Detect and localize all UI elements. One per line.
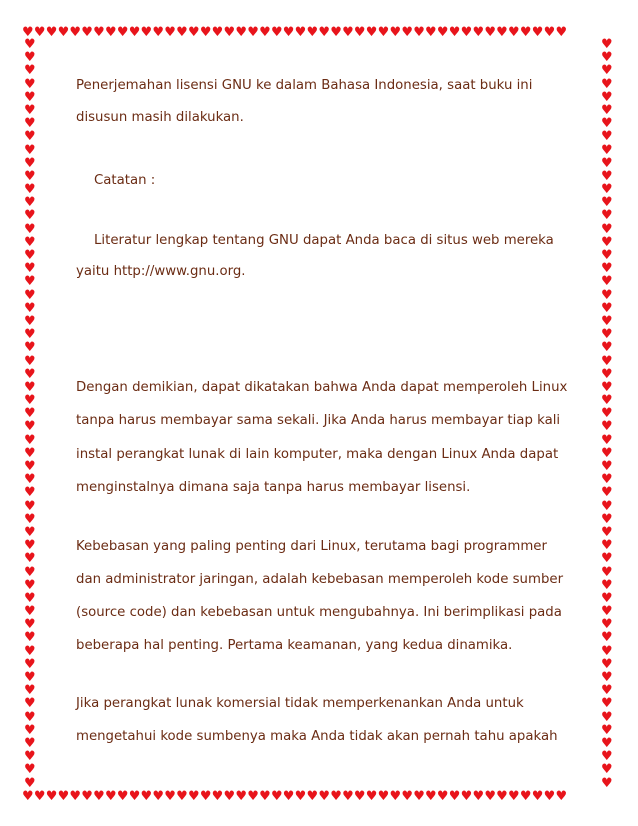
heart-icon: ♥ [24, 76, 36, 92]
heart-icon: ♥ [601, 419, 613, 435]
heart-icon: ♥ [24, 182, 36, 198]
heart-icon: ♥ [24, 327, 36, 343]
heart-icon: ♥ [601, 735, 613, 751]
heart-icon: ♥ [601, 459, 613, 474]
heart-icon: ♥ [24, 89, 36, 105]
heart-icon: ♥ [601, 129, 613, 145]
heart-icon: ♥ [601, 340, 613, 356]
heart-icon: ♥ [24, 63, 36, 79]
heart-icon: ♥ [601, 656, 613, 672]
heart-border-bottom: ♥♥♥♥♥♥♥♥♥♥♥♥♥♥♥♥♥♥♥♥♥♥♥♥♥♥♥♥♥♥♥♥♥♥♥♥♥♥♥♥♥♥♥♥♥♥ [22, 790, 568, 804]
text-line: yaitu http://www.gnu.org. [76, 264, 246, 279]
heart-icon: ♥ [601, 76, 613, 92]
heart-icon: ♥ [24, 551, 36, 567]
heart-icon: ♥ [601, 142, 613, 158]
heart-icon: ♥ [24, 274, 36, 290]
heart-icon: ♥ [601, 168, 613, 184]
heart-icon: ♥ [601, 248, 613, 263]
heart-icon: ♥ [601, 643, 613, 659]
heart-icon: ♥ [24, 419, 36, 435]
heart-icon: ♥ [24, 313, 36, 329]
heart-icon: ♥ [601, 50, 613, 66]
heart-icon: ♥ [24, 630, 36, 646]
heart-icon: ♥ [24, 472, 36, 488]
heart-icon: ♥ [601, 327, 613, 343]
heart-border-right [601, 38, 615, 790]
heart-icon: ♥ [24, 366, 36, 382]
heart-icon: ♥ [601, 406, 613, 422]
text-line: menginstalnya dimana saja tanpa harus membayar lisensi. [76, 480, 471, 495]
heart-icon: ♥ [601, 261, 613, 277]
heart-icon: ♥ [24, 683, 36, 699]
heart-icon: ♥ [601, 221, 613, 237]
heart-icon: ♥ [601, 182, 613, 198]
heart-icon: ♥ [601, 524, 613, 540]
heart-icon: ♥ [24, 538, 36, 554]
heart-icon: ♥ [24, 643, 36, 659]
heart-icon: ♥ [24, 38, 36, 52]
heart-icon: ♥ [24, 577, 36, 593]
heart-icon: ♥ [601, 89, 613, 105]
heart-icon: ♥ [24, 524, 36, 540]
heart-icon: ♥ [601, 511, 613, 527]
text-line: tanpa harus membayar sama sekali. Jika Anda harus membayar tiap kali [76, 413, 561, 428]
heart-icon: ♥ [601, 353, 613, 369]
heart-icon: ♥ [24, 775, 36, 790]
heart-icon: ♥ [24, 656, 36, 672]
heart-icon: ♥ [24, 221, 36, 237]
heart-icon: ♥ [24, 379, 36, 395]
heart-icon: ♥ [24, 142, 36, 158]
heart-icon: ♥ [24, 116, 36, 132]
heart-icon: ♥ [601, 287, 613, 303]
heart-icon: ♥ [24, 406, 36, 422]
heart-icon: ♥ [601, 38, 613, 52]
heart-icon: ♥ [601, 551, 613, 567]
heart-icon: ♥ [601, 590, 613, 606]
heart-icon: ♥ [24, 168, 36, 184]
text-line: beberapa hal penting. Pertama keamanan, yang kedua dinamika. [76, 638, 513, 653]
heart-icon: ♥ [601, 538, 613, 554]
heart-icon: ♥ [24, 340, 36, 356]
heart-icon: ♥ [24, 155, 36, 171]
heart-icon: ♥ [24, 749, 36, 765]
heart-icon: ♥ [24, 604, 36, 620]
heart-icon: ♥ [601, 670, 613, 685]
heart-icon: ♥ [24, 762, 36, 778]
heart-icon: ♥ [601, 366, 613, 382]
heart-icon: ♥ [601, 604, 613, 620]
heart-icon: ♥ [24, 432, 36, 448]
heart-icon: ♥ [24, 564, 36, 580]
heart-icon: ♥ [601, 683, 613, 699]
heart-icon: ♥ [601, 393, 613, 409]
heart-icon: ♥ [24, 261, 36, 277]
heart-icon: ♥ [601, 102, 613, 118]
heart-icon: ♥ [24, 459, 36, 474]
heart-icon: ♥ [601, 472, 613, 488]
text-line: disusun masih dilakukan. [76, 110, 244, 125]
heart-border-left [24, 38, 38, 790]
heart-icon: ♥ [24, 129, 36, 145]
text-line: Kebebasan yang paling penting dari Linux, terutama bagi programmer [76, 539, 547, 554]
heart-icon: ♥ [601, 630, 613, 646]
heart-icon: ♥ [24, 445, 36, 461]
heart-icon: ♥ [601, 313, 613, 329]
heart-icon: ♥ [601, 749, 613, 765]
heart-icon: ♥ [601, 195, 613, 211]
text-line: Dengan demikian, dapat dikatakan bahwa Anda dapat memperoleh Linux [76, 380, 568, 395]
text-line: Literatur lengkap tentang GNU dapat Anda baca di situs web mereka [94, 233, 554, 248]
text-line: mengetahui kode sumbenya maka Anda tidak akan pernah tahu apakah [76, 729, 558, 744]
text-line: dan administrator jaringan, adalah kebebasan memperoleh kode sumber [76, 572, 564, 587]
heart-icon: ♥ [601, 274, 613, 290]
heart-icon: ♥ [24, 735, 36, 751]
heart-icon: ♥ [601, 300, 613, 316]
heart-icon: ♥ [24, 287, 36, 303]
heart-icon: ♥ [601, 696, 613, 712]
heart-icon: ♥ [24, 102, 36, 118]
heart-icon: ♥ [601, 762, 613, 778]
heart-icon: ♥ [24, 393, 36, 409]
heart-icon: ♥ [601, 379, 613, 395]
text-line: Jika perangkat lunak komersial tidak memperkenankan Anda untuk [76, 696, 524, 711]
heart-icon: ♥ [24, 696, 36, 712]
heart-icon: ♥ [24, 208, 36, 224]
text-line: (source code) dan kebebasan untuk mengubahnya. Ini berimplikasi pada [76, 605, 562, 620]
heart-icon: ♥ [601, 234, 613, 250]
heart-icon: ♥ [24, 234, 36, 250]
heart-icon: ♥ [24, 248, 36, 263]
heart-icon: ♥ [601, 63, 613, 79]
heart-icon: ♥ [24, 300, 36, 316]
heart-icon: ♥ [601, 208, 613, 224]
heart-icon: ♥ [24, 722, 36, 738]
heart-icon: ♥ [24, 617, 36, 633]
heart-border-top: ♥♥♥♥♥♥♥♥♥♥♥♥♥♥♥♥♥♥♥♥♥♥♥♥♥♥♥♥♥♥♥♥♥♥♥♥♥♥♥♥♥♥♥♥♥♥ [22, 26, 568, 40]
heart-icon: ♥ [601, 498, 613, 514]
heart-icon: ♥ [24, 50, 36, 66]
text-line: Catatan : [94, 173, 156, 188]
heart-icon: ♥ [601, 445, 613, 461]
heart-icon: ♥ [601, 564, 613, 580]
heart-icon: ♥ [24, 590, 36, 606]
text-line: Penerjemahan lisensi GNU ke dalam Bahasa Indonesia, saat buku ini [76, 78, 533, 93]
heart-icon: ♥ [24, 353, 36, 369]
heart-icon: ♥ [24, 709, 36, 725]
heart-icon: ♥ [601, 722, 613, 738]
heart-icon: ♥ [24, 485, 36, 501]
heart-icon: ♥ [601, 709, 613, 725]
heart-icon: ♥ [601, 116, 613, 132]
heart-icon: ♥ [601, 432, 613, 448]
heart-icon: ♥ [601, 775, 613, 790]
heart-icon: ♥ [601, 617, 613, 633]
heart-icon: ♥ [24, 498, 36, 514]
heart-icon: ♥ [601, 577, 613, 593]
heart-icon: ♥ [24, 511, 36, 527]
heart-icon: ♥ [24, 195, 36, 211]
text-line: instal perangkat lunak di lain komputer, maka dengan Linux Anda dapat [76, 447, 559, 462]
heart-icon: ♥ [24, 670, 36, 685]
heart-icon: ♥ [601, 485, 613, 501]
heart-icon: ♥ [601, 155, 613, 171]
